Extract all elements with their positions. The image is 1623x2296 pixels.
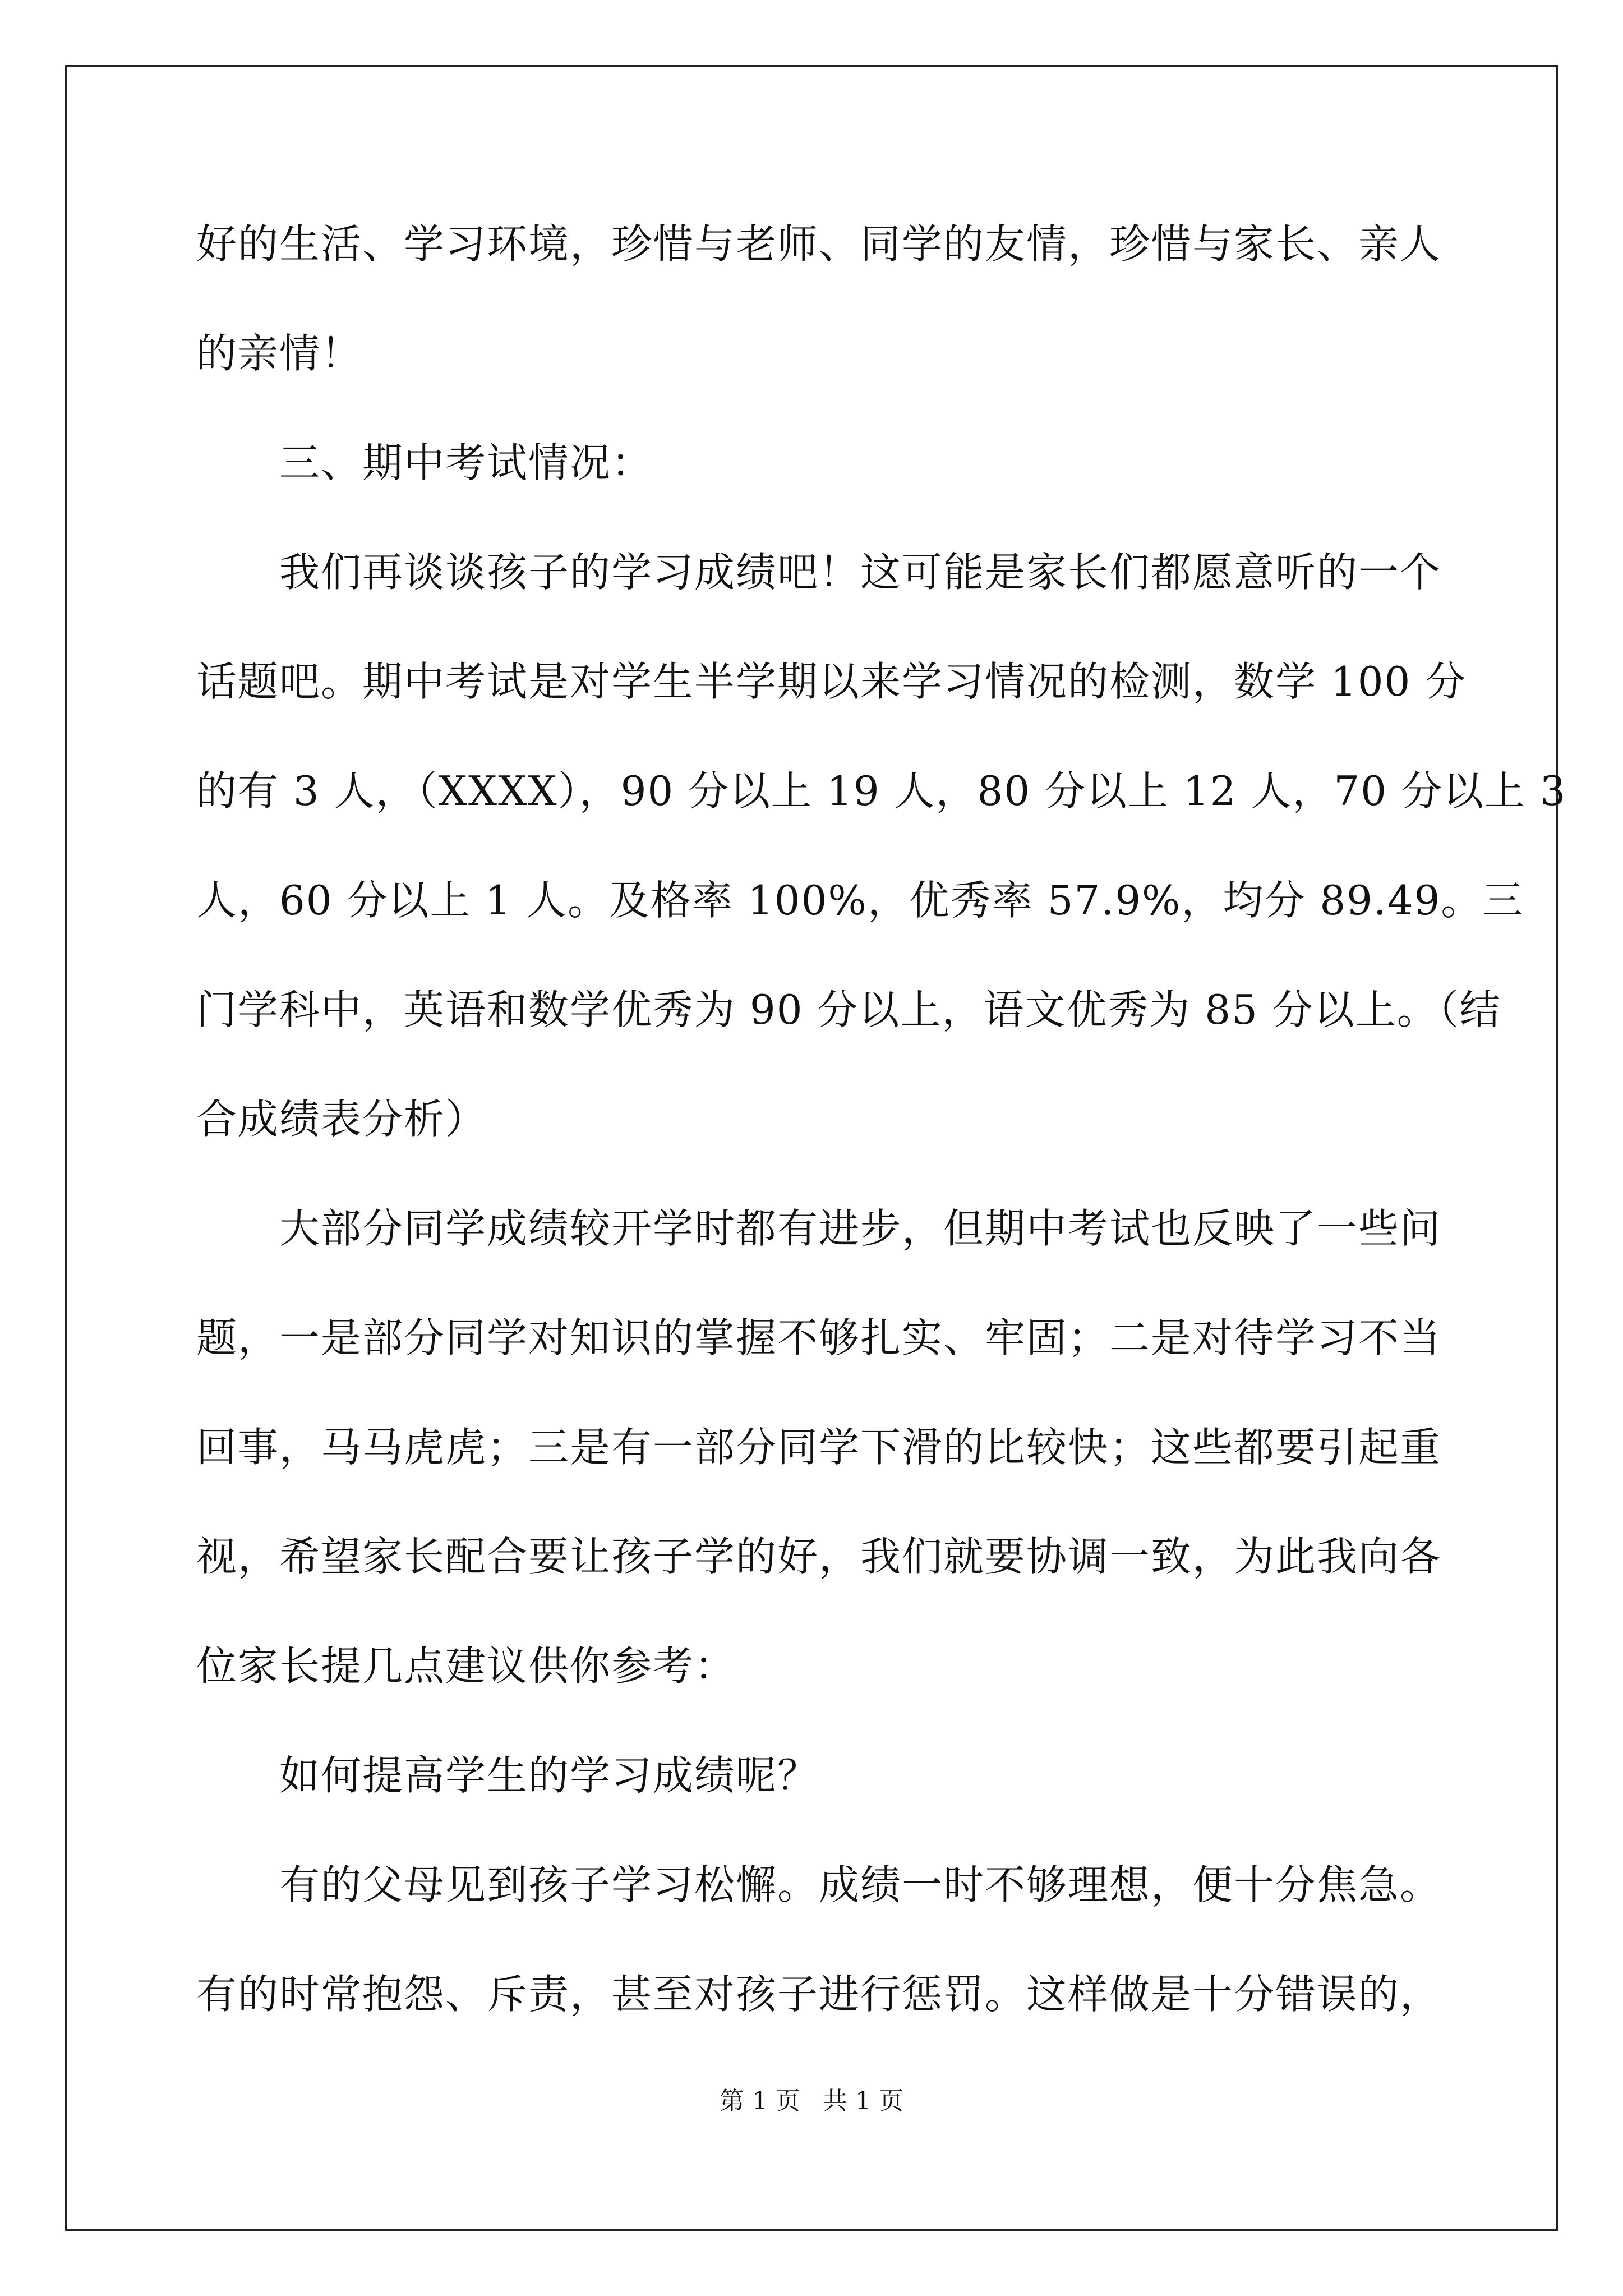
text-line: 话题吧。期中考试是对学生半学期以来学习情况的检测，数学 100 分 (196, 658, 1467, 705)
text-line: 合成绩表分析） (196, 1096, 487, 1143)
page-number: 第 1 页 (720, 2087, 800, 2115)
page-total: 共 1 页 (823, 2087, 903, 2115)
text-line: 人，60 分以上 1 人。及格率 100%，优秀率 57.9%，均分 89.49。三 (196, 877, 1524, 924)
text-line: 如何提高学生的学习成绩呢？ (279, 1752, 819, 1799)
section-heading: 三、期中考试情况： (279, 439, 653, 486)
text-line: 我们再谈谈孩子的学习成绩吧！这可能是家长们都愿意听的一个 (279, 549, 1442, 596)
text-line: 好的生活、学习环境，珍惜与老师、同学的友情，珍惜与家长、亲人 (196, 220, 1442, 268)
page-footer (0, 2086, 1623, 2117)
text-line: 视，希望家长配合要让孩子学的好，我们就要协调一致，为此我向各 (196, 1533, 1442, 1580)
text-line: 位家长提几点建议供你参考： (196, 1642, 736, 1690)
text-line: 大部分同学成绩较开学时都有进步，但期中考试也反映了一些问 (279, 1205, 1442, 1252)
text-line: 的亲情！ (196, 330, 363, 377)
text-line: 回事，马马虎虎；三是有一部分同学下滑的比较快；这些都要引起重 (196, 1424, 1442, 1471)
text-line: 的有 3 人，（XXXX），90 分以上 19 人，80 分以上 12 人，70 分以上 3 (196, 767, 1567, 815)
text-line: 题，一是部分同学对知识的掌握不够扎实、牢固；二是对待学习不当 (196, 1314, 1442, 1361)
text-line: 有的父母见到孩子学习松懈。成绩一时不够理想，便十分焦急。 (279, 1861, 1442, 1908)
text-line: 有的时常抱怨、斥责，甚至对孩子进行惩罚。这样做是十分错误的， (196, 1971, 1442, 2018)
text-line: 门学科中，英语和数学优秀为 90 分以上，语文优秀为 85 分以上。（结 (196, 986, 1501, 1033)
